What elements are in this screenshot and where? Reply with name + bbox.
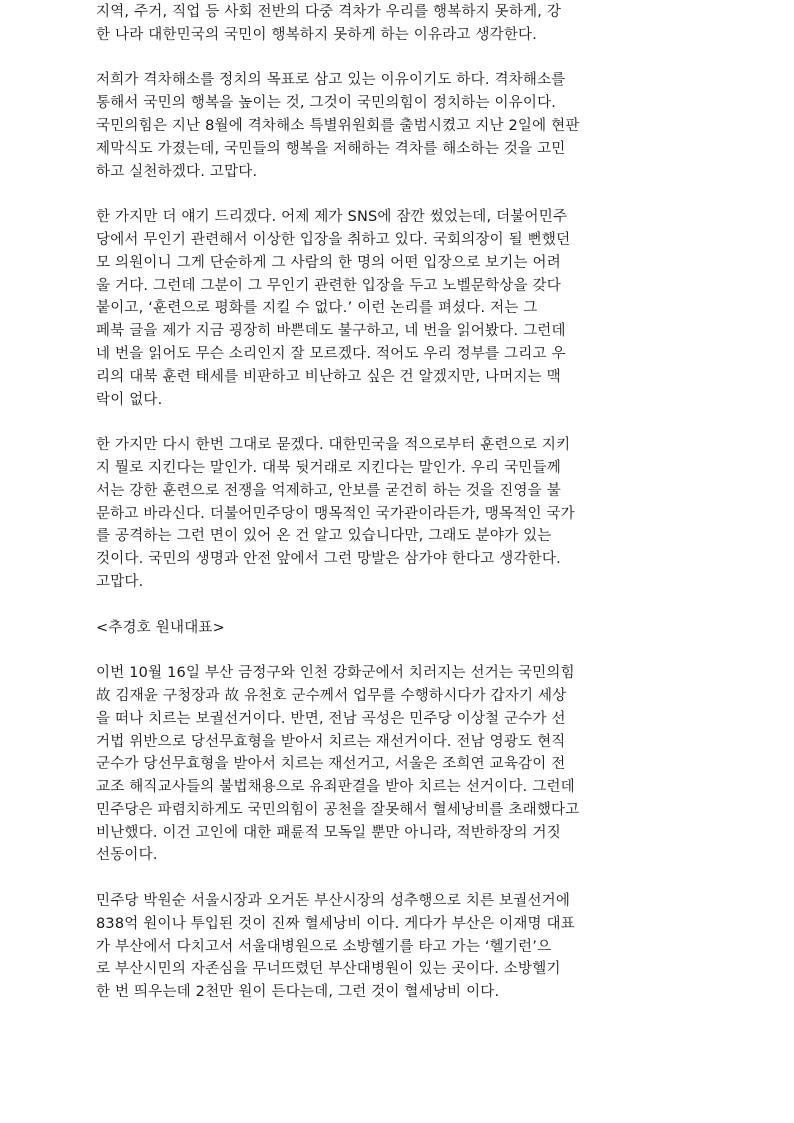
text-line: 민주당 박원순 서울시장과 오거돈 부산시장의 성추행으로 치른 보궐선거에 <box>96 893 571 910</box>
text-line: 이번 10월 16일 부산 금정구와 인천 강화군에서 치러지는 선거는 국민의힘 <box>96 665 575 682</box>
text-line: 비난했다. 이건 고인에 대한 패륜적 모독일 뿐만 아니라, 적반하장의 거짓 <box>96 824 561 841</box>
paragraph-tax-waste <box>96 890 700 1004</box>
text-line: 모 의원이니 그게 단순하게 그 사람의 한 명의 어떤 입장으로 보기는 어려 <box>96 254 561 271</box>
text-line: 교조 해직교사들의 불법채용으로 유죄판결을 받아 치르는 선거이다. 그런데 <box>96 779 575 796</box>
document-page <box>96 0 700 1004</box>
text-line: 838억 원이나 투입된 것이 진짜 혈세낭비 이다. 게다가 부산은 이재명 대표 <box>96 915 575 932</box>
text-line: 울 거다. 그런데 그분이 그 무인기 관련한 입장을 두고 노벨문학상을 갖다 <box>96 277 561 294</box>
text-line: 거법 위반으로 당선무효형을 받아서 치르는 재선거이다. 전남 영광도 현직 <box>96 733 566 750</box>
text-line: 서는 강한 훈련으로 전쟁을 억제하고, 안보를 굳건히 하는 것을 진영을 불 <box>96 482 561 499</box>
text-line: 제막식도 가졌는데, 국민들의 행복을 저해하는 격차를 해소하는 것을 고민 <box>96 140 566 157</box>
text-line: 로 부산시민의 자존심을 무너뜨렸던 부산대병원이 있는 곳이다. 소방헬기 <box>96 961 561 978</box>
text-line: 국민의힘은 지난 8월에 격차해소 특별위원회를 출범시켰고 지난 2일에 현판 <box>96 117 580 134</box>
text-line: 것이다. 국민의 생명과 안전 앞에서 그런 망발은 삼가야 한다고 생각한다. <box>96 551 561 568</box>
text-line: 선동이다. <box>96 847 158 864</box>
text-line: 고맙다. <box>96 573 144 590</box>
paragraph-by-election <box>96 662 700 867</box>
text-line: 한 가지만 더 얘기 드리겠다. 어제 제가 SNS에 잠깐 썼었는데, 더불어민주 <box>96 209 568 226</box>
text-line: 지역, 주거, 직업 등 사회 전반의 다중 격차가 우리를 행복하지 못하게, 강 <box>96 4 562 20</box>
text-line: 한 가지만 다시 한번 그대로 묻겠다. 대한민국을 적으로부터 훈련으로 지키 <box>96 437 571 454</box>
speaker-heading-text: <추경호 원내대표> <box>96 619 225 636</box>
paragraph-defense-training <box>96 434 700 594</box>
text-line: 가 부산에서 다치고서 서울대병원으로 소방헬기를 타고 가는 ‘헬기런’으 <box>96 938 552 955</box>
text-line: 문하고 바라신다. 더불어민주당이 맹목적인 국가관이라든가, 맹목적인 국가 <box>96 505 575 522</box>
text-line: 당에서 무인기 관련해서 이상한 입장을 취하고 있다. 국회의장이 될 뻔했던 <box>96 231 571 248</box>
text-line: 저희가 격차해소를 정치의 목표로 삼고 있는 이유이기도 하다. 격차해소를 <box>96 72 566 89</box>
text-line: 붙이고, ‘훈련으로 평화를 지킬 수 없다.’ 이런 논리를 펴셨다. 저는 그 <box>96 300 538 317</box>
text-line: 페북 글을 제가 지금 굉장히 바쁜데도 불구하고, 네 번을 읽어봤다. 그런데 <box>96 323 566 340</box>
speaker-heading <box>96 617 700 640</box>
text-line: 리의 대북 훈련 태세를 비판하고 비난하고 싶은 건 알겠지만, 나머지는 맥 <box>96 368 561 385</box>
text-line: 군수가 당선무효형을 받아서 치르는 재선거고, 서울은 조희연 교육감이 전 <box>96 756 566 773</box>
text-line: 故 김재윤 구청장과 故 유천호 군수께서 업무를 수행하시다가 갑자기 세상 <box>96 687 567 704</box>
paragraph-drone-remarks <box>96 206 700 411</box>
text-line: 네 번을 읽어도 무슨 소리인지 잘 모르겠다. 적어도 우리 정부를 그리고 우 <box>96 345 566 362</box>
text-line: 하고 실천하겠다. 고맙다. <box>96 163 258 180</box>
paragraph-gap-inequality <box>96 1 700 47</box>
paragraph-gap-resolution <box>96 69 700 183</box>
text-line: 를 공격하는 그런 면이 있어 온 건 알고 있습니다만, 그래도 분야가 있는 <box>96 528 552 545</box>
text-line: 통해서 국민의 행복을 높이는 것, 그것이 국민의힘이 정치하는 이유이다. <box>96 95 557 112</box>
text-line: 지 뭘로 지킨다는 말인가. 대북 뒷거래로 지킨다는 말인가. 우리 국민들께 <box>96 459 561 476</box>
text-line: 한 나라 대한민국의 국민이 행복하지 못하게 하는 이유라고 생각한다. <box>96 26 538 43</box>
text-line: 한 번 띄우는데 2천만 원이 든다는데, 그런 것이 혈세낭비 이다. <box>96 984 500 1001</box>
text-line: 민주당은 파렴치하게도 국민의힘이 공천을 잘못해서 혈세낭비를 초래했다고 <box>96 801 580 818</box>
text-line: 락이 없다. <box>96 391 163 408</box>
text-line: 을 떠나 치르는 보궐선거이다. 반면, 전남 곡성은 민주당 이상철 군수가 선 <box>96 710 566 727</box>
